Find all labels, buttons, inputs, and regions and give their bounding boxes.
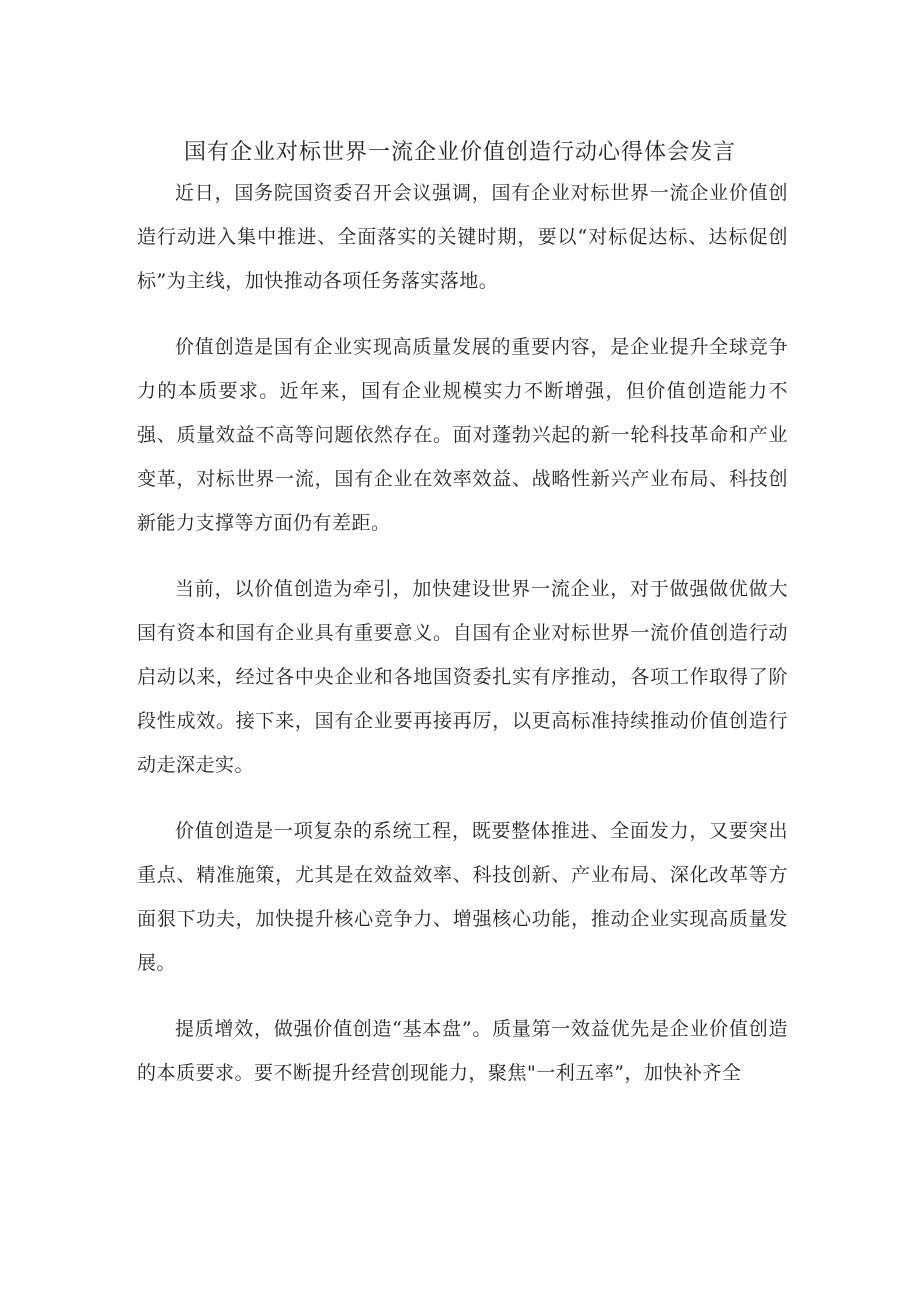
document-body — [137, 171, 788, 1117]
paragraph-4: 价值创造是一项复杂的系统工程，既要整体推进、全面发力，又要突出重点、精准施策，尤其是在效益效率、科技创新、产业布局、深化改革等方面狠下功夫，加快提升核心竞争力、增强核心功能，推动企业实现高质量发展。 — [137, 820, 788, 974]
paragraph-1: 近日，国务院国资委召开会议强调，国有企业对标世界一流企业价值创造行动进入集中推进、全面落实的关键时期，要以“对标促达标、达标促创标”为主线，加快推动各项任务落实落地。 — [137, 182, 788, 292]
paragraph-3: 当前，以价值创造为牵引，加快建设世界一流企业，对于做强做优做大国有资本和国有企业具有重要意义。自国有企业对标世界一流价值创造行动启动以来，经过各中央企业和各地国资委扎实有序推动，各项工作取得了阶段性成效。接下来，国有企业要再接再厉，以更高标准持续推动价值创造行动走深走实。 — [137, 578, 788, 776]
paragraph-5: 提质增效，做强价值创造“基本盘”。质量第一效益优先是企业价值创造的本质要求。要不断提升经营创现能力，聚焦"一利五率”，加快补齐全 — [137, 1018, 788, 1084]
document-title: 国有企业对标世界一流企业价值创造行动心得体会发言 — [183, 140, 736, 165]
paragraph-2: 价值创造是国有企业实现高质量发展的重要内容，是企业提升全球竞争力的本质要求。近年来，国有企业规模实力不断增强，但价值创造能力不强、质量效益不高等问题依然存在。面对蓬勃兴起的新一轮科技革命和产业变革，对标世界一流，国有企业在效率效益、战略性新兴产业布局、科技创新能力支撑等方面仍有差距。 — [137, 336, 788, 534]
